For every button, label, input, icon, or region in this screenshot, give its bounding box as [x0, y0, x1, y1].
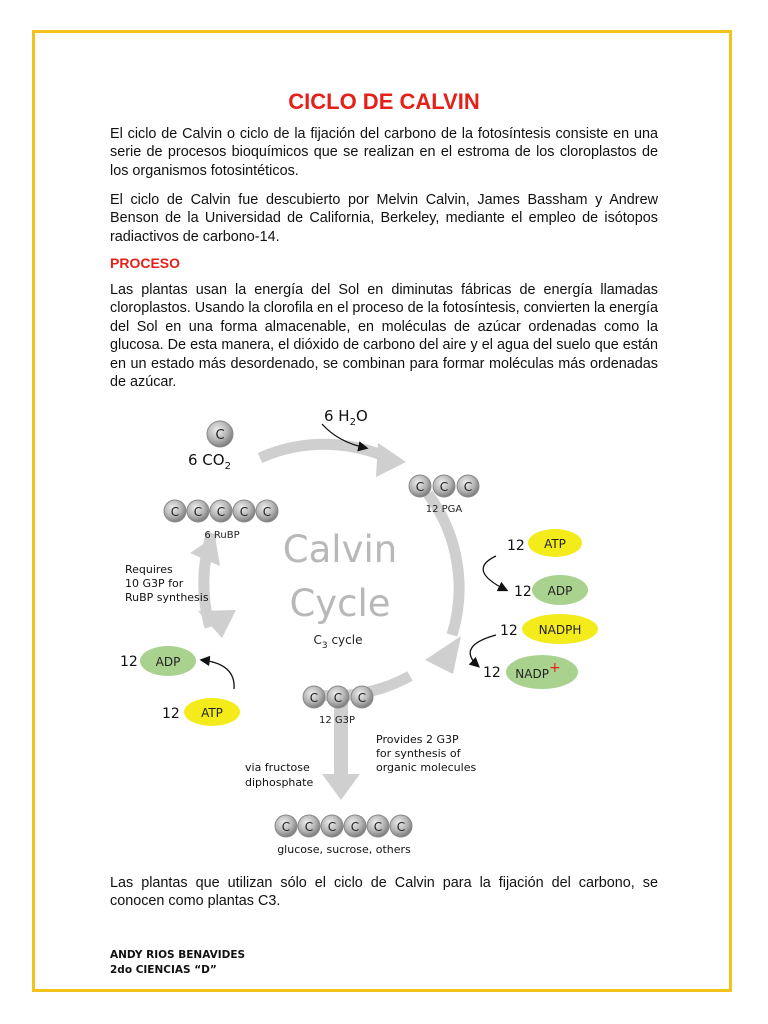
- svg-text:C: C: [396, 820, 406, 834]
- rubp-carbons: [164, 500, 278, 522]
- nadph-nadp-arrow: [470, 635, 496, 666]
- via-line2: diphosphate: [245, 776, 314, 789]
- co2-coef: 6 CO: [188, 451, 225, 469]
- svg-text:C: C: [350, 820, 360, 834]
- process-paragraph: Las plantas usan la energía del Sol en diminutas fábricas de energía llamadas cloroplastos. Usando la clorofila en el proceso de la fotosíntesis, convierten la energía del Sol en una forma almacenable, en moléculas de azúcar ordenadas como la glucosa. De esta manera, el dióxido de carbono del aire y el agua del suelo que están en un estado más desordenado, se combinan para formar moléculas más ordenadas de azúcar.: [110, 282, 658, 391]
- provides-line1: Provides 2 G3P: [376, 733, 459, 746]
- intro-paragraph: El ciclo de Calvin o ciclo de la fijación del carbono de la fotosíntesis consiste en una serie de procesos bioquímicos que se realizan en el estroma de los cloroplastos de los organismos fotosintéticos.: [110, 126, 658, 179]
- requires-line1: Requires: [125, 563, 173, 576]
- rubp-label: 6 RuBP: [204, 530, 240, 541]
- svg-text:C: C: [309, 691, 319, 705]
- products-carbons: [275, 815, 412, 837]
- footer-author: ANDY RIOS BENAVIDES: [110, 949, 246, 961]
- footer-class: 2do CIENCIAS “D”: [110, 964, 217, 976]
- svg-text:C: C: [239, 505, 249, 519]
- calvin-cycle-title-line1: Calvin: [282, 528, 398, 571]
- via-line1: via fructose: [245, 761, 310, 774]
- nadp-text: NADP: [515, 667, 549, 681]
- h2o-sub: 2: [349, 417, 356, 428]
- carbon-symbol: C: [215, 428, 225, 443]
- svg-text:C: C: [357, 691, 367, 705]
- co2-sub: 2: [224, 461, 231, 472]
- provides-line2: for synthesis of: [376, 747, 461, 760]
- pga-label: 12 PGA: [425, 504, 463, 515]
- atp-right-label: ATP: [544, 537, 566, 551]
- svg-text:C: C: [333, 691, 343, 705]
- svg-text:C: C: [463, 480, 473, 494]
- svg-text:C: C: [415, 480, 425, 494]
- nadph-count: 12: [500, 623, 518, 639]
- h2o-coef: 6 H: [324, 407, 350, 425]
- c3-cycle-label: [314, 633, 363, 651]
- svg-text:C: C: [439, 480, 449, 494]
- atp-left-label: ATP: [201, 706, 223, 720]
- adp-right-label: ADP: [547, 584, 573, 598]
- c3-suffix: cycle: [327, 633, 363, 647]
- h2o-suffix: O: [355, 407, 368, 425]
- h2o-label: [324, 407, 368, 428]
- closing-paragraph: Las plantas que utilizan sólo el ciclo de Calvin para la fijación del carbono, se conocen como plantas C3.: [110, 875, 658, 910]
- svg-text:C: C: [327, 820, 337, 834]
- pga-carbons: [409, 475, 479, 497]
- adp-left-count: 12: [120, 654, 138, 670]
- atp-left-count: 12: [162, 706, 180, 722]
- co2-label: [188, 451, 231, 472]
- svg-text:C: C: [193, 505, 203, 519]
- svg-text:C: C: [373, 820, 383, 834]
- atp-adp-right-arrow: [483, 556, 506, 590]
- discovery-paragraph: El ciclo de Calvin fue descubierto por Melvin Calvin, James Bassham y Andrew Benson de la Universidad de California, Berkeley, mediante el empleo de isótopos radiactivos de carbono-14.: [110, 192, 658, 245]
- calvin-cycle-title-line2: Cycle: [289, 582, 391, 625]
- requires-line3: RuBP synthesis: [125, 591, 209, 604]
- atp-adp-left-arrow: [202, 660, 234, 689]
- footer: [110, 948, 245, 978]
- svg-text:C: C: [281, 820, 291, 834]
- c3-sub: 3: [321, 641, 328, 651]
- requires-line2: 10 G3P for: [125, 577, 184, 590]
- co2-carbon: [207, 421, 233, 447]
- adp-left-label: ADP: [155, 655, 181, 669]
- svg-text:C: C: [170, 505, 180, 519]
- atp-right-count: 12: [507, 538, 525, 554]
- section-heading-proceso: PROCESO: [110, 255, 181, 271]
- products-label: glucose, sucrose, others: [277, 843, 411, 856]
- svg-text:C: C: [304, 820, 314, 834]
- nadp-count: 12: [483, 665, 501, 681]
- nadp-plus: +: [548, 660, 561, 676]
- svg-text:C: C: [216, 505, 226, 519]
- g3p-carbons: [303, 686, 373, 708]
- g3p-label: 12 G3P: [318, 715, 356, 726]
- c3-prefix: C: [313, 633, 322, 647]
- provides-line3: organic molecules: [376, 761, 477, 774]
- calvin-cycle-diagram: [110, 398, 658, 864]
- nadph-label: NADPH: [538, 623, 582, 637]
- adp-right-count: 12: [514, 584, 532, 600]
- document-title: CICLO DE CALVIN: [288, 89, 480, 114]
- svg-text:C: C: [262, 505, 272, 519]
